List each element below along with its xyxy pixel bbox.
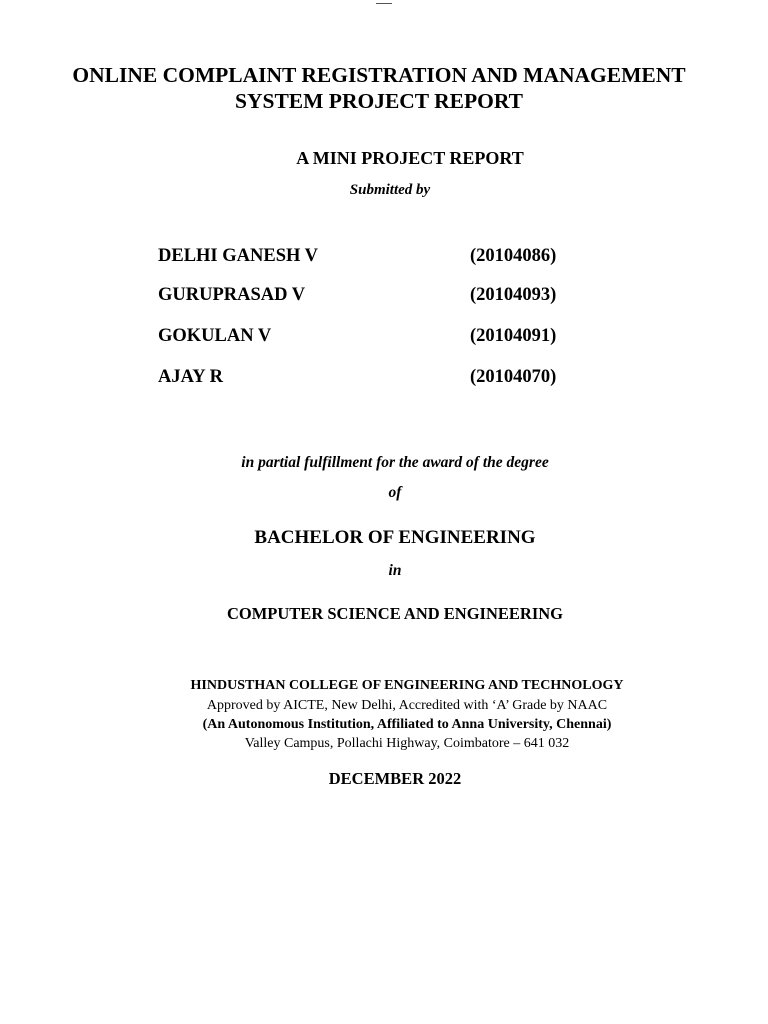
in-connector: in — [388, 562, 402, 579]
student-name: GOKULAN V — [158, 326, 272, 346]
student-name: GURUPRASAD V — [158, 285, 306, 305]
college-status: (An Autonomous Institution, Affiliated to Anna University, Chennai) — [202, 717, 612, 732]
college-address: Valley Campus, Pollachi Highway, Coimbatore – 641 032 — [244, 736, 570, 751]
student-id: (20104086) — [470, 246, 557, 266]
submitted-by-label: Submitted by — [349, 182, 431, 198]
of-connector: of — [388, 484, 402, 501]
branch-name: COMPUTER SCIENCE AND ENGINEERING — [226, 604, 563, 623]
college-name: HINDUSTHAN COLLEGE OF ENGINEERING AND TECHNOLOGY — [190, 678, 624, 693]
report-title — [20, 62, 738, 114]
report-title-line-1: ONLINE COMPLAINT REGISTRATION AND MANAGEMENT — [72, 63, 686, 87]
student-id: (20104070) — [470, 367, 557, 387]
college-approval: Approved by AICTE, New Delhi, Accredited with ‘A’ Grade by NAAC — [206, 698, 608, 713]
report-title-line-2: SYSTEM PROJECT REPORT — [235, 89, 523, 113]
report-type: A MINI PROJECT REPORT — [296, 148, 524, 168]
report-date: DECEMBER 2022 — [328, 769, 462, 788]
student-id: (20104093) — [470, 285, 557, 305]
degree-name: BACHELOR OF ENGINEERING — [254, 527, 536, 548]
header-mark — [376, 0, 392, 4]
fulfillment-statement: in partial fulfillment for the award of the degree — [241, 454, 549, 471]
student-name: AJAY R — [158, 367, 223, 387]
student-name: DELHI GANESH V — [158, 246, 319, 266]
student-id: (20104091) — [470, 326, 557, 346]
